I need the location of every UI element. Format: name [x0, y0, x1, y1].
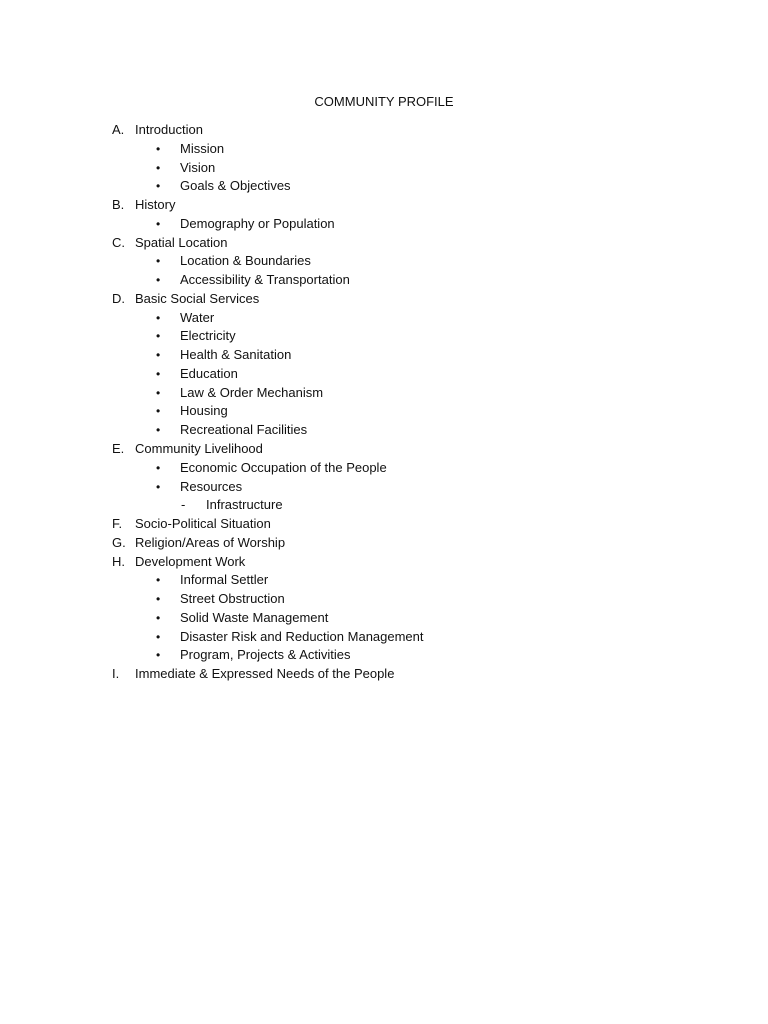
- section-d: [0, 290, 768, 309]
- section-c: [0, 234, 768, 253]
- list-item-text: Resources: [180, 478, 243, 494]
- list-item: [0, 215, 768, 234]
- section-a: [0, 121, 768, 140]
- list-item-text: Law & Order Mechanism: [180, 384, 324, 400]
- list-item-text: Program, Projects & Activities: [180, 647, 351, 663]
- section-h: [0, 553, 768, 572]
- list-item-text: Disaster Risk and Reduction Management: [180, 628, 424, 644]
- list-item-text: Informal Settler: [180, 572, 269, 588]
- list-item-text: Vision: [180, 159, 216, 175]
- bullet-icon: •: [156, 216, 161, 231]
- section-marker: D.: [112, 290, 125, 306]
- bullet-icon: •: [156, 460, 161, 475]
- list-item-text: Street Obstruction: [180, 591, 285, 607]
- bullet-icon: •: [156, 423, 161, 438]
- section-g: [0, 534, 768, 553]
- list-item: [0, 402, 768, 421]
- list-item: [0, 365, 768, 384]
- list-item-text: Health & Sanitation: [180, 347, 292, 363]
- section-b: [0, 196, 768, 215]
- list-item-text: Recreational Facilities: [180, 422, 308, 438]
- list-item-text: Mission: [180, 140, 225, 156]
- bullet-icon: •: [156, 273, 161, 288]
- list-item: [0, 177, 768, 196]
- section-marker: F.: [112, 516, 123, 532]
- dash-icon: -: [181, 497, 186, 513]
- bullet-icon: •: [156, 254, 161, 269]
- section-heading: Socio-Political Situation: [135, 516, 271, 532]
- bullet-icon: •: [156, 648, 161, 663]
- list-item-text: Infrastructure: [206, 497, 283, 513]
- list-item: [0, 271, 768, 290]
- list-item: [0, 159, 768, 178]
- list-item: [0, 384, 768, 403]
- bullet-icon: •: [156, 610, 161, 625]
- bullet-icon: •: [156, 179, 161, 194]
- section-marker: G.: [112, 534, 126, 550]
- list-item-text: Demography or Population: [180, 215, 335, 231]
- bullet-icon: •: [156, 310, 161, 325]
- list-item: [0, 252, 768, 271]
- list-item: [0, 609, 768, 628]
- page-title: COMMUNITY PROFILE: [314, 94, 454, 109]
- bullet-icon: •: [156, 385, 161, 400]
- section-i: [0, 665, 768, 684]
- list-item: [0, 327, 768, 346]
- bullet-icon: •: [156, 592, 161, 607]
- bullet-icon: •: [156, 479, 161, 494]
- section-heading: History: [135, 197, 176, 213]
- list-item: [0, 459, 768, 478]
- list-item-text: Goals & Objectives: [180, 178, 291, 194]
- section-heading: Immediate & Expressed Needs of the People: [135, 666, 395, 682]
- bullet-icon: •: [156, 160, 161, 175]
- section-marker: I.: [112, 666, 120, 682]
- section-heading: Spatial Location: [135, 234, 228, 250]
- section-marker: H.: [112, 553, 125, 569]
- section-heading: Religion/Areas of Worship: [135, 534, 286, 550]
- section-heading: Community Livelihood: [135, 441, 263, 457]
- list-item-text: Economic Occupation of the People: [180, 459, 387, 475]
- section-marker: C.: [112, 234, 125, 250]
- bullet-icon: •: [156, 366, 161, 381]
- list-item-text: Accessibility & Transportation: [180, 272, 350, 288]
- bullet-icon: •: [156, 141, 161, 156]
- list-item: [0, 346, 768, 365]
- list-item: [0, 309, 768, 328]
- list-item: [0, 478, 768, 497]
- section-marker: E.: [112, 441, 125, 457]
- outline-list: [0, 121, 768, 684]
- list-item: [0, 140, 768, 159]
- list-item-text: Housing: [180, 403, 228, 419]
- section-heading: Introduction: [135, 122, 203, 137]
- list-item: [0, 628, 768, 647]
- sub-list-item: [0, 496, 768, 515]
- section-f: [0, 515, 768, 534]
- section-marker: B.: [112, 197, 125, 213]
- bullet-icon: •: [156, 629, 161, 644]
- list-item: [0, 571, 768, 590]
- section-e: [0, 440, 768, 459]
- section-marker: A.: [112, 122, 125, 137]
- list-item: [0, 421, 768, 440]
- list-item-text: Solid Waste Management: [180, 609, 329, 625]
- bullet-icon: •: [156, 573, 161, 588]
- list-item-text: Electricity: [180, 328, 236, 344]
- bullet-icon: •: [156, 329, 161, 344]
- bullet-icon: •: [156, 404, 161, 419]
- section-heading: Development Work: [135, 553, 246, 569]
- bullet-icon: •: [156, 348, 161, 363]
- section-heading: Basic Social Services: [135, 290, 260, 306]
- list-item-text: Location & Boundaries: [180, 253, 311, 269]
- list-item-text: Water: [180, 309, 215, 325]
- list-item: [0, 590, 768, 609]
- list-item: [0, 646, 768, 665]
- list-item-text: Education: [180, 365, 238, 381]
